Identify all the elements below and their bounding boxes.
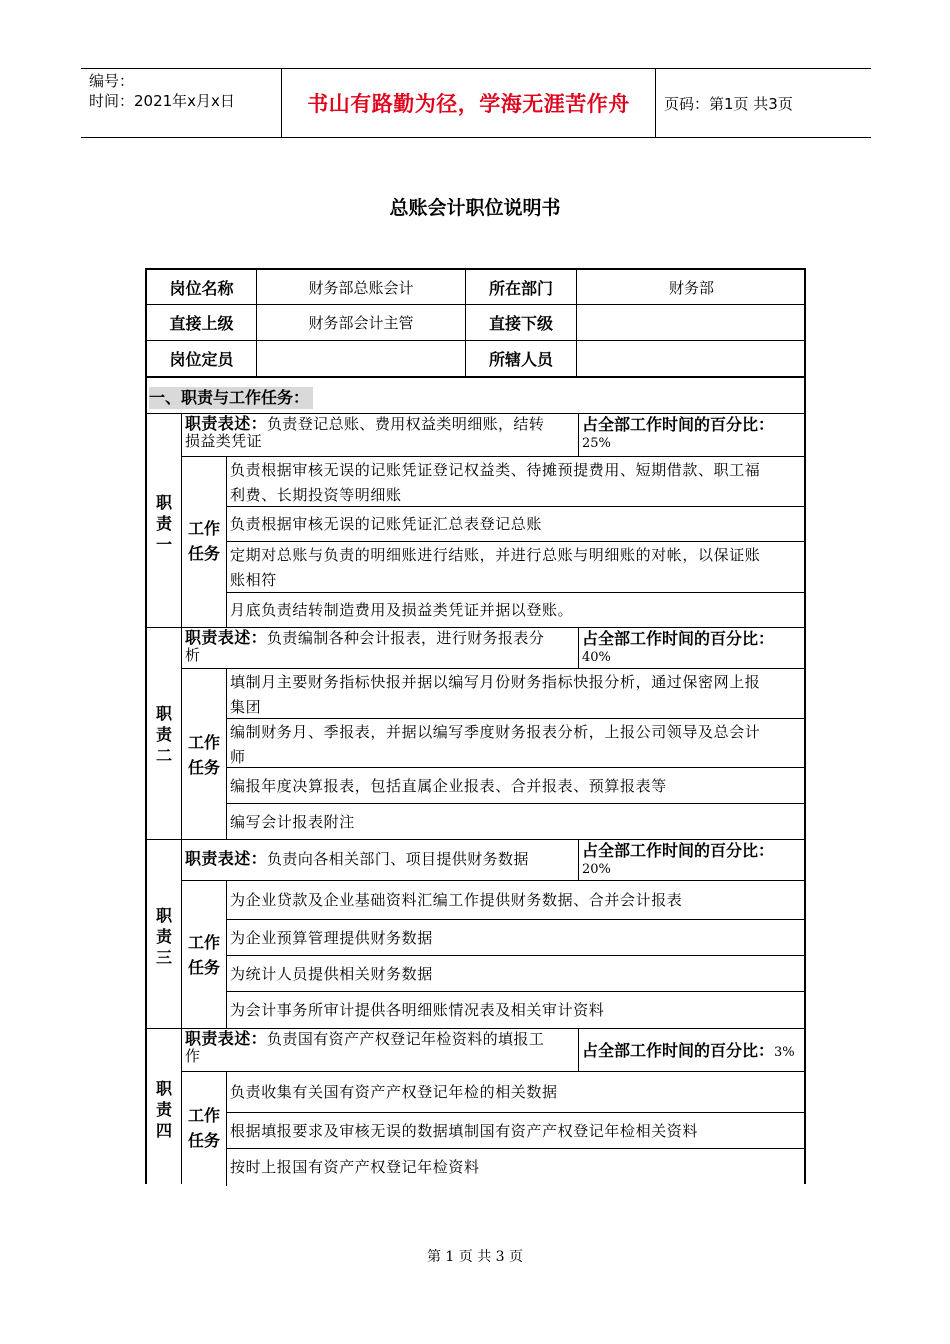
- position-name-value: 财务部总账会计: [308, 278, 414, 297]
- grid-line: [226, 919, 806, 920]
- duty-2-pct-label: 占全部工作时间的百分比：: [582, 629, 775, 648]
- duty-3-description: [185, 850, 580, 868]
- task-line: 账相符: [230, 571, 277, 589]
- task-line: 负责收集有关国有资产产权登记年检的相关数据: [230, 1083, 558, 1101]
- desc-line: 负责登记总账、费用权益类明细账，结转: [267, 415, 545, 433]
- desc-line: 负责编制各种会计报表，进行财务报表分: [267, 629, 545, 647]
- duty-4-pct-label: [582, 1041, 795, 1063]
- duty-1-task-3: [230, 543, 760, 593]
- department-label: 所在部门: [488, 278, 553, 298]
- duty-4-work-label: [184, 1103, 224, 1153]
- grid-line: [226, 991, 806, 992]
- duty-3-task-1: [230, 888, 682, 913]
- grid-line: [226, 880, 227, 1028]
- desc-label: 职责表述：: [185, 414, 268, 433]
- grid-line: [181, 413, 182, 1184]
- task-line: 定期对总账与负责的明细账进行结账，并进行总账与明细账的对帐，以保证账: [230, 546, 761, 564]
- task-line: 集团: [230, 698, 262, 716]
- desc-line: 负责国有资产产权登记年检资料的填报工: [267, 1030, 545, 1048]
- grid-line: [226, 668, 227, 839]
- subordinate-label: 直接下级: [488, 314, 553, 333]
- grid-line: [181, 880, 806, 881]
- superior-label: 直接上级: [169, 314, 234, 333]
- duty-label-text: 职 责 一: [155, 493, 172, 554]
- duty-2-task-2: [230, 720, 760, 770]
- duty-3-label: [149, 905, 179, 968]
- grid-line: [181, 456, 806, 457]
- task-line: 利费、长期投资等明细账: [230, 486, 402, 504]
- duty-4-description: [185, 1030, 580, 1065]
- duty-3-task-2: [230, 926, 433, 951]
- duty-1-pct-value: 25%: [582, 436, 611, 451]
- task-line: 编写会计报表附注: [230, 813, 355, 831]
- grid-line: [226, 1112, 806, 1113]
- grid-line: [578, 1028, 579, 1071]
- desc-label: 职责表述：: [185, 849, 268, 868]
- duty-2-task-4: [230, 810, 355, 835]
- pct-label-text: 占全部工作时间的百分比：: [582, 1041, 775, 1060]
- header-page-info: 页码：第1页 共3页: [664, 94, 793, 113]
- task-line: 按时上报国有资产产权登记年检资料: [230, 1158, 480, 1176]
- grid-line: [226, 506, 806, 507]
- work-label-text: 工作 任务: [187, 733, 220, 777]
- superior-value: 财务部会计主管: [308, 314, 414, 332]
- task-line: 为企业贷款及企业基础资料汇编工作提供财务数据、合并会计报表: [230, 891, 683, 909]
- document-title: 总账会计职位说明书: [389, 197, 561, 219]
- grid-line: [578, 839, 579, 880]
- duty-4-task-2: [230, 1119, 698, 1144]
- task-line: 为企业预算管理提供财务数据: [230, 929, 433, 947]
- duty-1-description: [185, 415, 580, 450]
- grid-line: [181, 1071, 806, 1072]
- work-label-text: 工作 任务: [187, 933, 220, 977]
- grid-line: [226, 1071, 227, 1186]
- duty-3-pct-value: 20%: [582, 862, 611, 877]
- task-line: 编制财务月、季报表，并据以编写季度财务报表分析，上报公司领导及总会计: [230, 723, 761, 741]
- grid-line: [226, 803, 806, 804]
- header-motto: 书山有路勤为径，学海无涯苦作舟: [281, 69, 656, 137]
- duty-1-label: [149, 492, 179, 555]
- task-line: 师: [230, 748, 246, 766]
- duty-2-work-label: [184, 730, 224, 780]
- duty-3-pct-label: 占全部工作时间的百分比：: [582, 841, 775, 860]
- duty-label-text: 职 责 二: [155, 704, 172, 765]
- desc-label: 职责表述：: [185, 1029, 268, 1048]
- grid-line: [578, 627, 579, 668]
- subordinate-value: [577, 305, 806, 340]
- duty-2-pct-value: 40%: [582, 650, 611, 665]
- grid-line: [226, 767, 806, 768]
- duty-2-task-3: [230, 774, 667, 799]
- duty-label-text: 职 责 三: [155, 906, 172, 967]
- task-line: 填制月主要财务指标快报并据以编写月份财务指标快报分析，通过保密网上报: [230, 673, 761, 691]
- duty-3-work-label: [184, 930, 224, 980]
- grid-line: [226, 1148, 806, 1149]
- duty-2-task-1: [230, 670, 760, 720]
- task-line: 为统计人员提供相关财务数据: [230, 965, 433, 983]
- grid-line: [226, 592, 806, 593]
- grid-line: [226, 955, 806, 956]
- duty-label-text: 职 责 四: [155, 1079, 172, 1140]
- staff-label: 所辖人员: [488, 350, 553, 369]
- task-line: 为会计事务所审计提供各明细账情况表及相关审计资料: [230, 1001, 605, 1019]
- duty-3-task-4: [230, 998, 604, 1023]
- task-line: 根据填报要求及审核无误的数据填制国有资产产权登记年检相关资料: [230, 1122, 699, 1140]
- page-footer: 第 1 页 共 3 页: [426, 1249, 524, 1265]
- grid-line: [578, 413, 579, 456]
- duty-4-task-3: [230, 1155, 480, 1180]
- desc-line: 作: [185, 1047, 201, 1065]
- headcount-label: 岗位定员: [169, 350, 234, 369]
- desc-line: 负责向各相关部门、项目提供财务数据: [267, 850, 529, 868]
- duty-1-pct-label: 占全部工作时间的百分比：: [582, 415, 775, 434]
- page-header: [81, 68, 871, 138]
- duty-1-task-4: [230, 598, 573, 623]
- work-label-text: 工作 任务: [187, 1106, 220, 1150]
- desc-line: 析: [185, 646, 201, 664]
- duty-4-pct-value: 3%: [774, 1045, 795, 1060]
- duty-1-task-1: [230, 458, 760, 508]
- staff-value: [577, 341, 806, 376]
- doc-number-label: 编号：: [89, 72, 135, 90]
- desc-line: 损益类凭证: [185, 432, 263, 450]
- department-value: 财务部: [668, 278, 714, 297]
- doc-date: 时间：2021年x月x日: [89, 92, 235, 110]
- task-line: 编报年度决算报表，包括直属企业报表、合并报表、预算报表等: [230, 777, 667, 795]
- desc-label: 职责表述：: [185, 628, 268, 647]
- job-description-table: [145, 268, 806, 1184]
- task-line: 负责根据审核无误的记账凭证汇总表登记总账: [230, 515, 543, 533]
- grid-line: [147, 376, 806, 378]
- duty-3-task-3: [230, 962, 433, 987]
- grid-line: [181, 668, 806, 669]
- grid-line: [226, 541, 806, 542]
- grid-line: [147, 839, 806, 840]
- section-title: 一、职责与工作任务：: [149, 387, 313, 409]
- duty-2-label: [149, 703, 179, 766]
- task-line: 负责根据审核无误的记账凭证登记权益类、待摊预提费用、短期借款、职工福: [230, 461, 761, 479]
- task-line: 月底负责结转制造费用及损益类凭证并据以登账。: [230, 601, 574, 619]
- duty-2-description: [185, 629, 580, 664]
- header-meta: [89, 71, 235, 111]
- duty-1-task-2: [230, 512, 542, 537]
- duty-4-label: [149, 1078, 179, 1141]
- position-name-label: 岗位名称: [169, 278, 234, 298]
- headcount-value: [257, 341, 465, 376]
- duty-1-work-label: [184, 516, 224, 566]
- work-label-text: 工作 任务: [187, 519, 220, 563]
- duty-4-task-1: [230, 1080, 558, 1105]
- grid-line: [226, 718, 806, 719]
